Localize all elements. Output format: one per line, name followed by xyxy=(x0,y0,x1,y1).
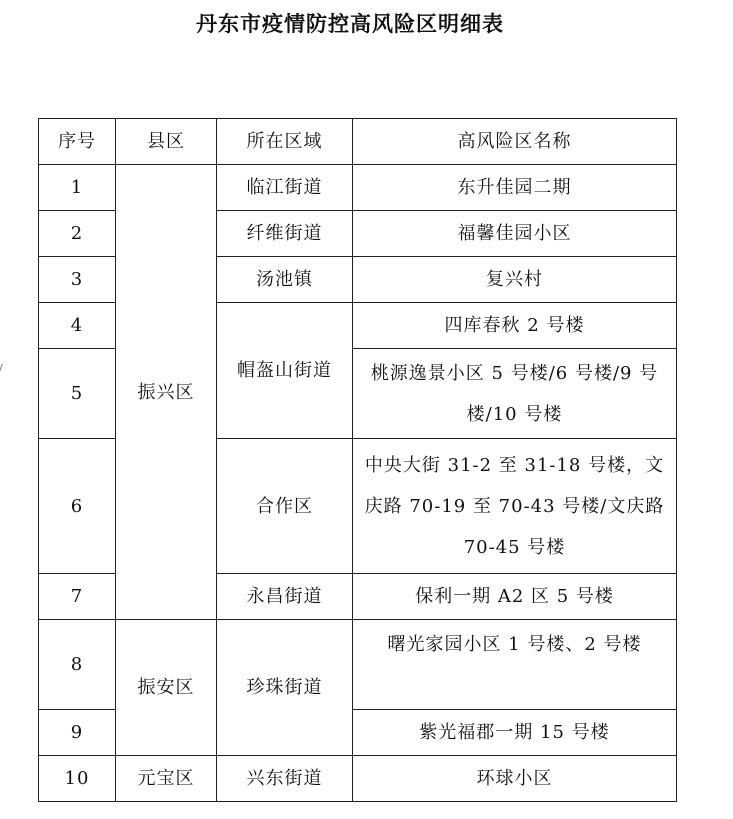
county-cell: 元宝区 xyxy=(116,756,217,802)
risk-area-name: 四库春秋 2 号楼 xyxy=(353,303,677,349)
area-cell: 纤维街道 xyxy=(217,211,353,257)
row-index: 9 xyxy=(39,710,116,756)
risk-area-name: 环球小区 xyxy=(353,756,677,802)
table-row xyxy=(39,620,677,710)
area-cell: 永昌街道 xyxy=(217,574,353,620)
scan-mark xyxy=(0,364,6,374)
row-index: 8 xyxy=(39,620,116,710)
high-risk-area-table xyxy=(38,118,677,802)
row-index: 4 xyxy=(39,303,116,349)
header-name: 高风险区名称 xyxy=(353,119,677,165)
county-cell: 振兴区 xyxy=(116,165,217,620)
table-row xyxy=(39,756,677,802)
header-county: 县区 xyxy=(116,119,217,165)
page-title: 丹东市疫情防控高风险区明细表 xyxy=(196,12,504,36)
row-index: 6 xyxy=(39,439,116,574)
risk-area-name: 曙光家园小区 1 号楼、2 号楼 xyxy=(353,620,677,710)
risk-area-name: 中央大街 31-2 至 31-18 号楼，文庆路 70-19 至 70-43 号楼/文庆路 70-45 号楼 xyxy=(353,439,677,574)
county-cell: 振安区 xyxy=(116,620,217,756)
row-index: 2 xyxy=(39,211,116,257)
risk-area-name: 福馨佳园小区 xyxy=(353,211,677,257)
row-index: 1 xyxy=(39,165,116,211)
row-index: 3 xyxy=(39,257,116,303)
row-index: 5 xyxy=(39,349,116,439)
risk-area-name: 保利一期 A2 区 5 号楼 xyxy=(353,574,677,620)
risk-area-name: 复兴村 xyxy=(353,257,677,303)
risk-area-name: 紫光福郡一期 15 号楼 xyxy=(353,710,677,756)
risk-area-name: 东升佳园二期 xyxy=(353,165,677,211)
area-cell: 临江街道 xyxy=(217,165,353,211)
area-cell: 兴东街道 xyxy=(217,756,353,802)
area-cell: 汤池镇 xyxy=(217,257,353,303)
header-area: 所在区域 xyxy=(217,119,353,165)
area-cell: 珍珠街道 xyxy=(217,620,353,756)
row-index: 10 xyxy=(39,756,116,802)
area-cell: 合作区 xyxy=(217,439,353,574)
table-row xyxy=(39,165,677,211)
table-header-row xyxy=(39,119,677,165)
row-index: 7 xyxy=(39,574,116,620)
area-cell: 帽盔山街道 xyxy=(217,303,353,439)
risk-area-name: 桃源逸景小区 5 号楼/6 号楼/9 号楼/10 号楼 xyxy=(353,349,677,439)
header-index: 序号 xyxy=(39,119,116,165)
